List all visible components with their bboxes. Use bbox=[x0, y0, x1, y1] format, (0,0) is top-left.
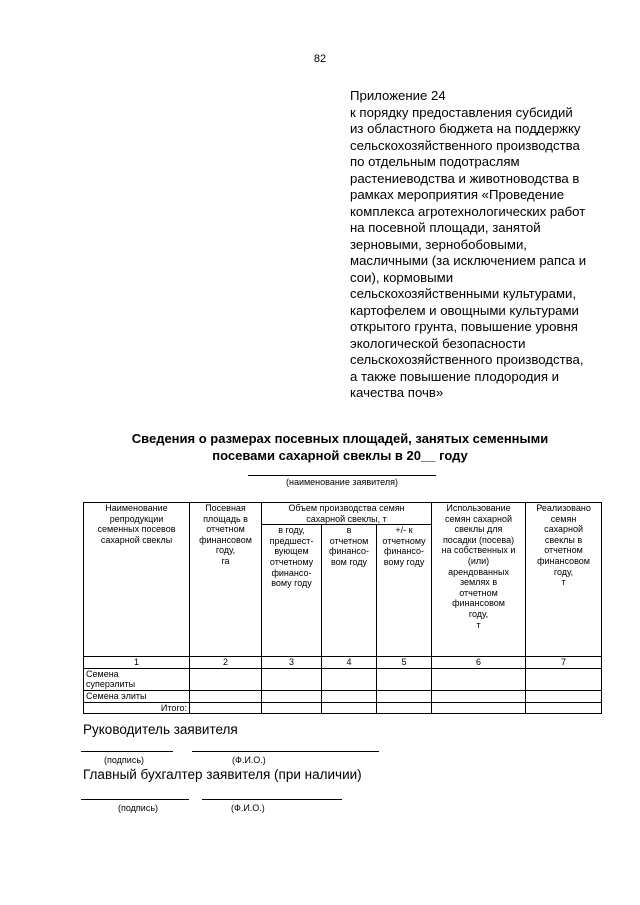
cell-text-line: вому году bbox=[383, 556, 425, 567]
header-seed-usage bbox=[432, 503, 526, 657]
table-cell[interactable] bbox=[262, 690, 322, 702]
appendix-line: рамках мероприятия «Проведение bbox=[350, 187, 565, 202]
appendix-line: зерновыми, зернобобовыми, bbox=[350, 236, 527, 252]
head-signature-caption: (подпись) bbox=[104, 755, 145, 765]
appendix-line: к порядку предоставления субсидий bbox=[350, 104, 573, 120]
appendix-line: комплекса агротехнологических работ bbox=[350, 203, 586, 219]
cell-text-line: арендованных bbox=[448, 566, 509, 577]
table-cell[interactable] bbox=[526, 690, 602, 702]
cell-text-line: году, bbox=[215, 545, 236, 556]
appendix-line: по отдельным подотраслям bbox=[350, 154, 520, 169]
cell-text-line: на собственных и bbox=[441, 545, 516, 556]
cell-text-line: году, bbox=[468, 608, 489, 619]
cell-text-line: посадки (посева) bbox=[442, 534, 515, 545]
cell-text-line: т bbox=[561, 577, 566, 588]
seed-crop-table bbox=[83, 502, 602, 714]
table-cell[interactable] bbox=[432, 702, 526, 714]
cell-text-line: свеклы для bbox=[454, 524, 503, 535]
cell-text-line: семян сахарной bbox=[445, 513, 513, 524]
table-row bbox=[84, 690, 602, 702]
cell-text-line: Использование bbox=[446, 503, 511, 513]
accountant-name-caption: (Ф.И.О.) bbox=[231, 803, 265, 813]
cell-text-line: вом году bbox=[330, 556, 368, 567]
cell-text-line: т bbox=[476, 619, 481, 630]
document-title bbox=[60, 430, 620, 464]
column-number: 7 bbox=[526, 657, 602, 669]
cell-text-line: Объем производства семян bbox=[288, 503, 405, 513]
accountant-name-line[interactable] bbox=[202, 799, 342, 800]
cell-text-line: Семена bbox=[86, 668, 119, 679]
header-sown-area bbox=[190, 503, 262, 657]
accountant-signature-label: Главный бухгалтер заявителя (при наличии) bbox=[83, 767, 362, 782]
head-name-line[interactable] bbox=[192, 751, 379, 752]
appendix-block bbox=[350, 88, 620, 402]
header-reproduction-name bbox=[84, 503, 190, 657]
table-cell[interactable] bbox=[322, 690, 377, 702]
cell-text-line: году, bbox=[553, 566, 574, 577]
appendix-line: на посевной площади, занятой bbox=[350, 220, 541, 235]
header-previous-year bbox=[262, 525, 322, 657]
cell-text-line: отчетном bbox=[329, 535, 369, 546]
appendix-line: а также повышение плодородия и bbox=[350, 368, 560, 384]
table-cell[interactable] bbox=[377, 690, 432, 702]
cell-text-line: суперэлиты bbox=[86, 679, 136, 690]
cell-text-line: финансо- bbox=[384, 546, 424, 557]
appendix-line: из областного бюджета на поддержку bbox=[350, 121, 581, 136]
accountant-signature-line[interactable] bbox=[81, 799, 189, 800]
appendix-line: сельскохозяйственного производства bbox=[350, 137, 580, 153]
cell-text-line: га bbox=[221, 555, 230, 566]
cell-text-line: сахарной свеклы bbox=[100, 534, 173, 545]
appendix-line: сельскохозяйственными культурами, bbox=[350, 286, 577, 301]
cell-text-line: финансовом bbox=[537, 555, 590, 566]
cell-text-line: +/- к bbox=[395, 525, 413, 536]
cell-text-line: финансовом bbox=[199, 534, 252, 545]
header-production-volume bbox=[262, 503, 432, 525]
cell-text-line: землях в bbox=[459, 577, 498, 588]
appendix-line: масличными (за исключением рапса и bbox=[350, 253, 587, 268]
table-cell[interactable] bbox=[322, 668, 377, 690]
appendix-line: сельскохозяйственного производства, bbox=[350, 352, 584, 367]
cell-text-line: отчетном bbox=[459, 587, 498, 598]
cell-text-line: финансо- bbox=[329, 546, 369, 557]
appendix-title: Приложение 24 bbox=[350, 88, 446, 103]
appendix-line: экологической безопасности bbox=[350, 335, 526, 351]
table-row bbox=[84, 702, 602, 714]
appendix-line: качества почв» bbox=[350, 385, 444, 400]
table-cell[interactable] bbox=[190, 668, 262, 690]
table-cell[interactable] bbox=[190, 702, 262, 714]
row-label-superelite bbox=[84, 668, 190, 690]
column-number: 4 bbox=[322, 657, 377, 669]
cell-text-line: вующем bbox=[274, 546, 309, 557]
row-label-elite bbox=[84, 690, 190, 702]
cell-text-line: Семена элиты bbox=[86, 690, 147, 701]
cell-text-line: предшест- bbox=[269, 535, 314, 546]
cell-text-line: семян bbox=[550, 513, 577, 524]
cell-text-line: Реализовано bbox=[536, 503, 591, 513]
cell-text-line: сахарной bbox=[544, 524, 583, 535]
table-cell[interactable] bbox=[377, 702, 432, 714]
header-difference bbox=[377, 525, 432, 657]
head-signature-line[interactable] bbox=[81, 751, 173, 752]
cell-text-line: семенных посевов bbox=[97, 524, 176, 535]
title-line-2: посевами сахарной свеклы в 20__ году bbox=[212, 448, 468, 463]
title-line-1: Сведения о размерах посевных площадей, занятых семенными bbox=[131, 431, 549, 446]
cell-text-line: в году, bbox=[278, 525, 305, 536]
table-row bbox=[84, 668, 602, 690]
cell-text-line: репродукции bbox=[109, 513, 164, 524]
table-cell[interactable] bbox=[322, 702, 377, 714]
cell-text-line: финансовом bbox=[452, 598, 505, 609]
cell-text-line: свеклы в bbox=[544, 534, 583, 545]
table-cell[interactable] bbox=[262, 668, 322, 690]
table-cell[interactable] bbox=[262, 702, 322, 714]
table-cell[interactable] bbox=[190, 690, 262, 702]
cell-text-line: Наименование bbox=[105, 503, 168, 513]
column-number: 5 bbox=[377, 657, 432, 669]
table-cell[interactable] bbox=[526, 668, 602, 690]
appendix-line: сои), кормовыми bbox=[350, 269, 454, 285]
cell-text-line: (или) bbox=[467, 555, 490, 566]
cell-text-line: Посевная bbox=[205, 503, 246, 513]
accountant-signature-caption: (подпись) bbox=[118, 803, 159, 813]
head-signature-label: Руководитель заявителя bbox=[83, 722, 238, 737]
appendix-line: открытого грунта, повышение уровня bbox=[350, 319, 578, 334]
column-number: 6 bbox=[432, 657, 526, 669]
cell-text-line: вому году bbox=[271, 578, 312, 589]
cell-text-line: в bbox=[346, 525, 352, 536]
appendix-line: растениеводства и животноводства в bbox=[350, 170, 580, 186]
cell-text-line: площадь в bbox=[203, 513, 248, 524]
table-cell[interactable] bbox=[432, 668, 526, 690]
page-number: 82 bbox=[313, 53, 327, 65]
head-name-caption: (Ф.И.О.) bbox=[232, 755, 266, 765]
cell-text-line: отчетном bbox=[206, 524, 245, 535]
table-cell[interactable] bbox=[526, 702, 602, 714]
cell-text-line: сахарной свеклы, т bbox=[306, 513, 387, 524]
header-current-year bbox=[322, 525, 377, 657]
table-cell[interactable] bbox=[432, 690, 526, 702]
cell-text-line: финансо- bbox=[271, 567, 312, 578]
column-number: 1 bbox=[84, 657, 190, 669]
column-number: 3 bbox=[262, 657, 322, 669]
cell-text-line: отчетном bbox=[544, 545, 583, 556]
table-cell[interactable] bbox=[377, 668, 432, 690]
applicant-name-field: (наименование заявителя) bbox=[248, 475, 436, 487]
column-number: 2 bbox=[190, 657, 262, 669]
header-seeds-sold bbox=[526, 503, 602, 657]
row-label-total: Итого: bbox=[84, 702, 190, 714]
cell-text-line: отчетному bbox=[382, 535, 426, 546]
appendix-line: картофелем и овощными культурами bbox=[350, 302, 579, 318]
cell-text-line: отчетному bbox=[269, 556, 314, 567]
